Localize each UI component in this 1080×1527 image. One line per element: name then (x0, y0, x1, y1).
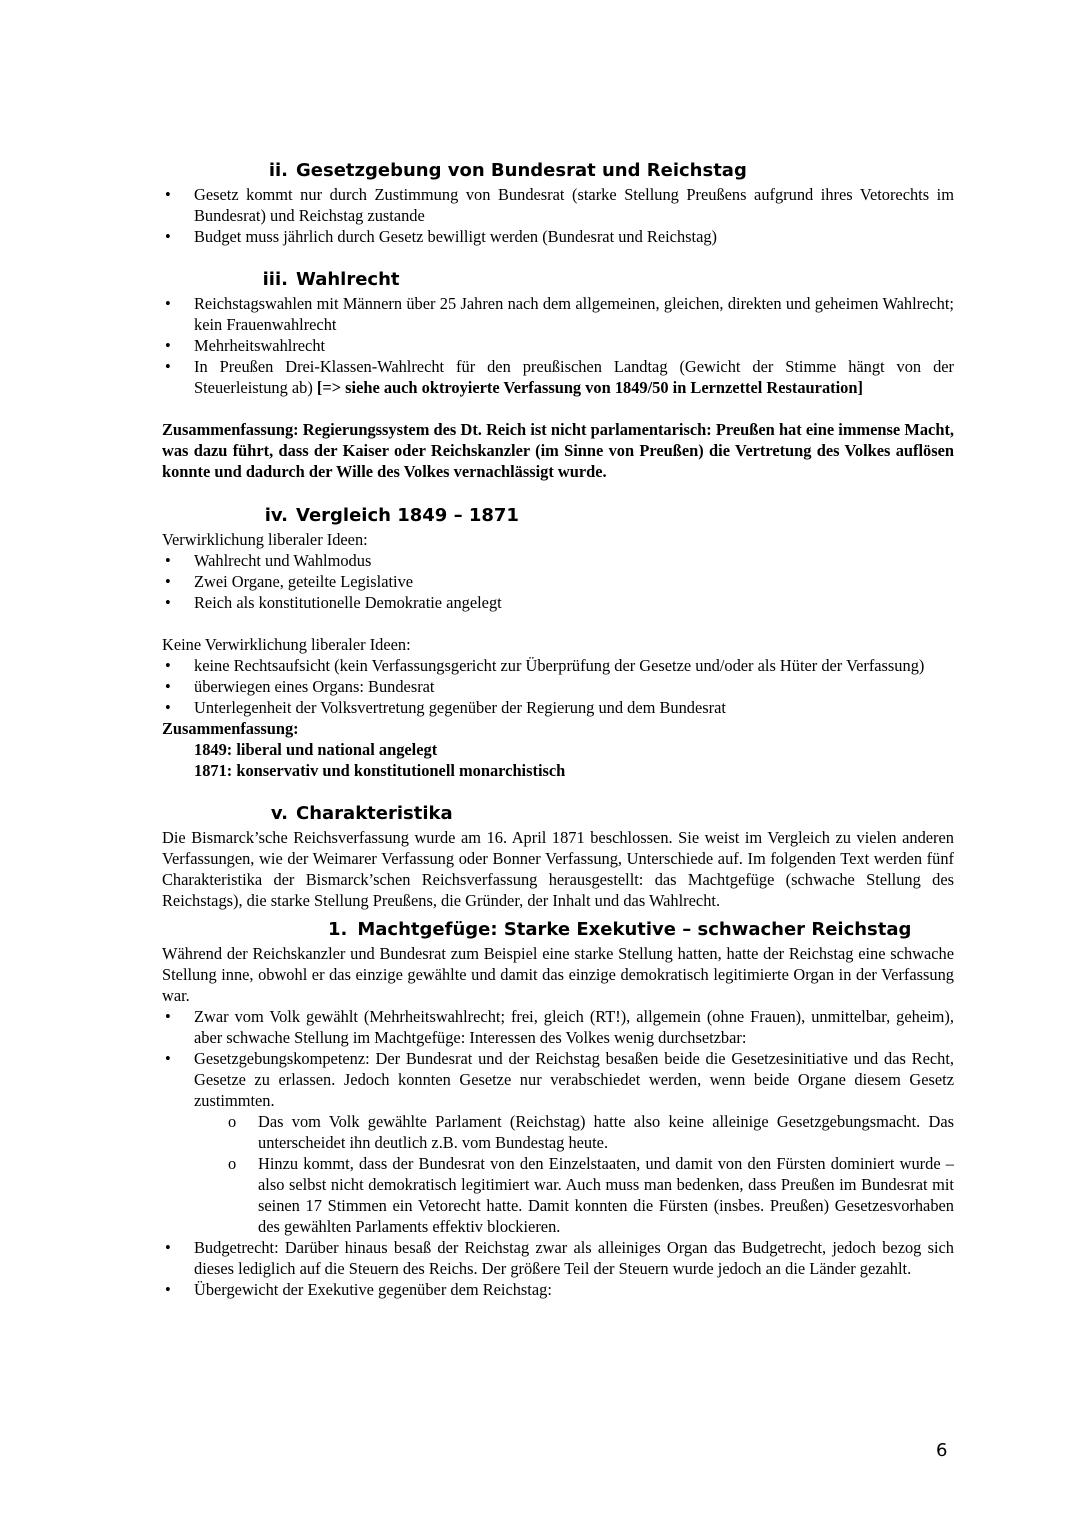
heading-section-ii (162, 158, 954, 184)
heading-title: Wahlrecht (296, 269, 400, 290)
summary-1849: 1849: liberal und national angelegt (194, 740, 438, 759)
list-liberal-yes (162, 550, 954, 613)
list-liberal-no (162, 655, 954, 718)
heading-title: Charakteristika (296, 803, 453, 824)
list-machtgefuege (162, 1006, 954, 1111)
bullet-icon: • (165, 593, 171, 612)
list-item: • überwiegen eines Organs: Bundesrat (165, 677, 435, 696)
intro-liberal-yes: Verwirklichung liberaler Ideen: (162, 530, 368, 549)
paragraph-charakteristika: Die Bismarck’sche Reichsverfassung wurde am 16. April 1871 beschlossen. Sie weist im Vergleich zu vielen anderen Verfassungen, wie der Weimarer Verfassung oder Bonner Verfassung, Unterschiede auf. Im folgenden Text werden fünf Charakteristika der Bismarck’schen Reichsverfassung herausgestellt: das Machtgefüge (schwache Stellung des Reichstags), die starke Stellung Preußens, die Gründer, der Inhalt und das Wahlrecht. (162, 828, 954, 910)
bullet-icon: • (165, 336, 171, 355)
bullet-icon: • (165, 227, 171, 246)
circle-bullet-icon: o (228, 1112, 237, 1131)
list-item: • Reich als konstitutionelle Demokratie angelegt (165, 593, 502, 612)
list-item: • Zwar vom Volk gewählt (Mehrheitswahlrecht; frei, gleich (RT!), allgemein (ohne Frauen), unmittelbar, geheim), aber schwache Stellung im Machtgefüge: Interessen des Volkes wenig durchsetzbar: (165, 1007, 954, 1047)
heading-number: ii. (268, 160, 288, 181)
list-item: • In Preußen Drei-Klassen-Wahlrecht für den preußischen Landtag (Gewicht der Stimme hängt von der Steuerleistung ab) [=> siehe auch oktroyierte Verfassung von 1849/50 in Lernzettel Restauration] (165, 357, 954, 397)
bullet-icon: • (165, 551, 171, 570)
bullet-icon: • (165, 357, 171, 376)
bullet-icon: • (165, 185, 171, 204)
list-section-iii (162, 293, 954, 398)
heading-number: 1. (328, 919, 348, 940)
list-item: • Gesetzgebungskompetenz: Der Bundesrat und der Reichstag besaßen beide die Gesetzesinitiative und das Recht, Gesetze zu erlassen. Jedoch konnten Gesetze nur verabschiedet werden, wenn beide Organe diesem Gesetz zustimmten. (165, 1049, 954, 1110)
bullet-icon: • (165, 698, 171, 717)
intro-liberal-no: Keine Verwirklichung liberaler Ideen: (162, 635, 411, 654)
paragraph-machtgefuege: Während der Reichskanzler und Bundesrat zum Beispiel eine starke Stellung hatten, hatte der Reichstag eine schwache Stellung inne, obwohl er das einzige gewählte und damit das einzige demokratisch legitimierte Organ in der Verfassung war. (162, 944, 954, 1005)
list-item: • Mehrheitswahlrecht (165, 336, 326, 355)
list-machtgefuege-continued (162, 1237, 954, 1300)
list-item: o Das vom Volk gewählte Parlament (Reichstag) hatte also keine alleinige Gesetzgebungsmacht. Das unterscheidet ihn deutlich z.B. vom Bundestag heute. (228, 1112, 954, 1152)
list-item: • Budgetrecht: Darüber hinaus besaß der Reichstag zwar als alleiniges Organ das Budgetrecht, jedoch bezog sich dieses lediglich auf die Steuern des Reichs. Der größere Teil der Steuern wurde jedoch an die Länder gezahlt. (165, 1238, 954, 1278)
heading-number: v. (270, 803, 288, 824)
list-item: • Reichstagswahlen mit Männern über 25 Jahren nach dem allgemeinen, gleichen, direkten und geheimen Wahlrecht; kein Frauenwahlrecht (165, 294, 954, 334)
bullet-icon: • (165, 1049, 171, 1068)
list-item: • Wahlrecht und Wahlmodus (165, 551, 372, 570)
bullet-icon: • (165, 1007, 171, 1026)
page-number: 6 (936, 1440, 948, 1461)
list-item: o Hinzu kommt, dass der Bundesrat von den Einzelstaaten, und damit von den Fürsten dominiert wurde – also selbst nicht demokratisch legitimiert war. Auch muss man bedenken, dass Preußen im Bundesrat mit seinen 17 Stimmen ein Vetorecht hatte. Damit konnten die Fürsten (insbes. Preußen) Gesetzesvorhaben des gewählten Parlaments effektiv blockieren. (228, 1154, 954, 1236)
bullet-icon: • (165, 572, 171, 591)
bullet-icon: • (165, 656, 171, 675)
heading-section-1 (162, 917, 954, 943)
summary-1871: 1871: konservativ und konstitutionell monarchistisch (194, 761, 566, 780)
summary-label: Zusammenfassung: (162, 719, 299, 738)
bullet-icon: • (165, 1238, 171, 1257)
circle-bullet-icon: o (228, 1154, 237, 1173)
document-page (162, 158, 954, 1300)
heading-number: iv. (264, 505, 288, 526)
summary-section-iii: Zusammenfassung: Regierungssystem des Dt. Reich ist nicht parlamentarisch: Preußen hat eine immense Macht, was dazu führt, dass der Kaiser oder Reichskanzler (im Sinne von Preußen) die Vertretung des Volkes auflösen konnte und dadurch der Wille des Volkes vernachlässigt wurde. (162, 420, 954, 481)
heading-section-iii (162, 267, 954, 293)
list-section-ii (162, 184, 954, 247)
list-item: • Gesetz kommt nur durch Zustimmung von Bundesrat (starke Stellung Preußens aufgrund ihres Vetorechts im Bundesrat) und Reichstag zustande (165, 185, 954, 225)
heading-title: Machtgefüge: Starke Exekutive – schwacher Reichstag (357, 919, 912, 940)
heading-title: Gesetzgebung von Bundesrat und Reichstag (296, 160, 747, 181)
list-item: • Unterlegenheit der Volksvertretung gegenüber der Regierung und dem Bundesrat (165, 698, 726, 717)
heading-title: Vergleich 1849 – 1871 (296, 505, 519, 526)
list-item: • Übergewicht der Exekutive gegenüber dem Reichstag: (165, 1280, 552, 1299)
bullet-icon: • (165, 294, 171, 313)
heading-section-iv (162, 503, 954, 529)
heading-number: iii. (262, 269, 288, 290)
list-item: • Budget muss jährlich durch Gesetz bewilligt werden (Bundesrat und Reichstag) (165, 227, 718, 246)
bullet-icon: • (165, 1280, 171, 1299)
sublist-gesetzgebung (162, 1111, 954, 1237)
list-item: • Zwei Organe, geteilte Legislative (165, 572, 414, 591)
list-item: • keine Rechtsaufsicht (kein Verfassungsgericht zur Überprüfung der Gesetze und/oder als Hüter der Verfassung) (165, 656, 925, 675)
heading-section-v (162, 801, 954, 827)
bullet-icon: • (165, 677, 171, 696)
cross-reference: [=> siehe auch oktroyierte Verfassung von 1849/50 in Lernzettel Restauration] (316, 378, 863, 397)
